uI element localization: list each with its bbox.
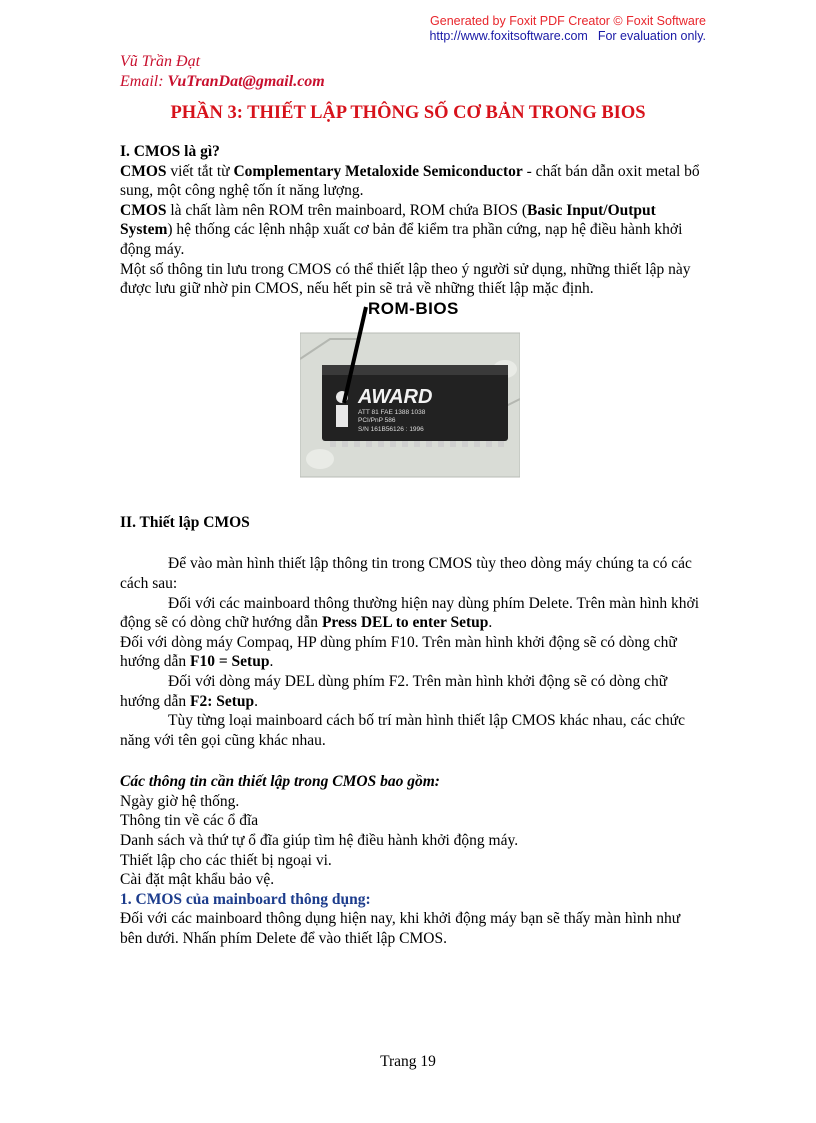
- section2-heading: II. Thiết lập CMOS: [120, 513, 250, 531]
- text-span: viết tắt từ: [166, 162, 234, 180]
- text-span: .: [488, 614, 493, 632]
- section2-paragraph5: Tùy từng loại mainboard cách bố trí màn hình thiết lập CMOS khác nhau, các chức năng với tên gọi cũng khác nhau.: [120, 712, 685, 749]
- list-item: Ngày giờ hệ thống.: [120, 792, 240, 810]
- text-span: - chất bán dẫn oxit metal bổ sung, một công nghệ tốn ít năng lượng.: [120, 162, 700, 200]
- watermark-note: For evaluation only.: [597, 29, 706, 43]
- watermark-line2: [429, 29, 706, 44]
- rom-chip-photo: [300, 299, 520, 479]
- text-span: Đối với dòng máy DEL dùng phím F2. Trên màn hình khởi động sẽ có dòng chữ hướng dẫn: [120, 672, 668, 710]
- list-item: Danh sách và thứ tự ổ đĩa giúp tìm hệ điều hành khởi động máy.: [120, 832, 519, 850]
- subsection-heading: 1. CMOS của mainboard thông dụng:: [120, 890, 371, 908]
- rom-bios-figure: [300, 299, 520, 479]
- section2-paragraph4: [120, 672, 700, 711]
- author-name: Vũ Trần Đạt: [120, 53, 201, 70]
- text-span: .: [254, 692, 259, 710]
- chip-brand: AWARD: [358, 385, 433, 408]
- text-span: Đối với các mainboard thông thường hiện nay dùng phím Delete. Trên màn hình khởi động sẽ có dòng chữ hướng dẫn: [120, 594, 700, 632]
- chip-text-line: PCI/PnP 586: [358, 416, 396, 424]
- author-block: [120, 52, 325, 92]
- section1-paragraph3: Một số thông tin lưu trong CMOS có thể thiết lập theo ý người sử dụng, những thiết lập này được lưu giữ nhờ pin CMOS, nếu hết pin sẽ trả về những thiết lập mặc định.: [120, 260, 691, 298]
- section2-paragraph1: Để vào màn hình thiết lập thông tin trong CMOS tùy theo dòng máy chúng ta có các cách sau:: [120, 555, 692, 592]
- author-email-line: [120, 72, 325, 92]
- hint-press-del: Press DEL to enter Setup: [321, 614, 489, 632]
- watermark-line1: Generated by Foxit PDF Creator © Foxit Software: [430, 14, 706, 28]
- term-cmos: CMOS: [120, 201, 167, 219]
- list-item: Thông tin về các ổ đĩa: [120, 812, 259, 830]
- chip-text-line: ATT 81 FAE 1388 1038: [358, 408, 426, 416]
- term-bios-full: Basic Input/Output System: [120, 201, 656, 239]
- email-label: Email:: [120, 73, 164, 90]
- text-span: Đối với dòng máy Compaq, HP dùng phím F10. Trên màn hình khởi động sẽ có dòng chữ hướng dẫn: [120, 633, 677, 671]
- term-cmos: CMOS: [120, 162, 167, 180]
- subsection-paragraph: Đối với các mainboard thông dụng hiện nay, khi khởi động máy bạn sẽ thấy màn hình như bên dưới. Nhấn phím Delete để vào thiết lập CMOS.: [120, 910, 681, 948]
- section1-heading: I. CMOS là gì?: [120, 143, 220, 160]
- document-body: [120, 142, 700, 949]
- foxit-watermark: [429, 14, 706, 44]
- hint-f10: F10 = Setup: [189, 653, 270, 671]
- list-item: Thiết lập cho các thiết bị ngoại vi.: [120, 851, 332, 869]
- text-span: .: [269, 653, 274, 671]
- watermark-url[interactable]: http://www.foxitsoftware.com: [429, 29, 588, 43]
- author-email[interactable]: VuTranDat@gmail.com: [167, 73, 325, 90]
- section2-paragraph2: [120, 594, 700, 633]
- page-number: Trang 19: [380, 1053, 436, 1070]
- section2-paragraph3: [120, 633, 700, 672]
- list-item: Cài đặt mật khẩu bảo vệ.: [120, 871, 275, 889]
- section1-paragraph1: [120, 162, 700, 201]
- section3-heading: Các thông tin cần thiết lập trong CMOS bao gồm:: [120, 773, 440, 791]
- chip-text-line: S/N 161B56126 : 1996: [358, 425, 424, 433]
- hint-f2: F2: Setup: [189, 692, 255, 710]
- text-span: là chất làm nên ROM trên mainboard, ROM chứa BIOS (: [166, 201, 528, 219]
- term-cmos-full: Complementary Metaloxide Semiconductor: [233, 162, 523, 180]
- rom-bios-label: ROM-BIOS: [368, 298, 459, 318]
- page-title: PHẦN 3: THIẾT LẬP THÔNG SỐ CƠ BẢN TRONG BIOS: [170, 103, 646, 123]
- text-span: ) hệ thống các lệnh nhập xuất cơ bản để kiểm tra phần cứng, nạp hệ điều hành khởi động máy.: [120, 221, 683, 258]
- section1-paragraph2: [120, 201, 700, 260]
